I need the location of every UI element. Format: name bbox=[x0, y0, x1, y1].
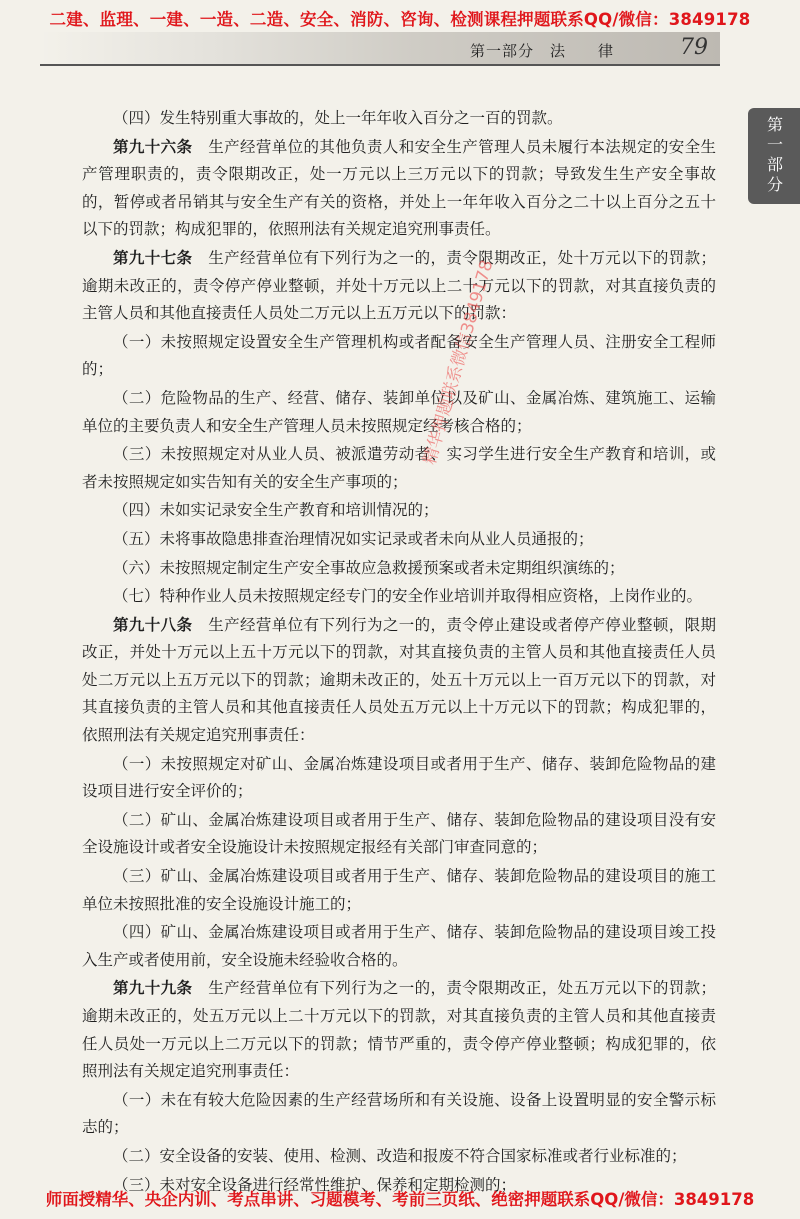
paragraph bbox=[82, 1086, 716, 1142]
paragraph-text: （四）矿山、金属冶炼建设项目或者用于生产、储存、装卸危险物品的建设项目竣工投入生产或者使用前，安全设施未经验收合格的。 bbox=[82, 923, 716, 969]
paragraph-text: 生产经营单位有下列行为之一的，责令限期改正，处十万元以下的罚款；逾期未改正的，责令停产停业整顿，并处十万元以上二十万元以下的罚款，对其直接负责的主管人员和其他直接责任人员处二万元以上五万元以下的罚款： bbox=[82, 248, 716, 323]
paragraph-text: （七）特种作业人员未按照规定经专门的安全作业培训并取得相应资格，上岗作业的。 bbox=[113, 587, 703, 606]
paragraph-text: （四）发生特别重大事故的，处上一年年收入百分之一百的罚款。 bbox=[113, 109, 563, 127]
article-number: 第九十七条 bbox=[113, 247, 193, 267]
paragraph bbox=[82, 525, 716, 554]
paragraph bbox=[82, 611, 716, 750]
paragraph-text: （一）未按照规定对矿山、金属冶炼建设项目或者用于生产、储存、装卸危险物品的建设项目进行安全评价的； bbox=[82, 754, 716, 801]
page-body bbox=[82, 104, 716, 1199]
paragraph bbox=[82, 918, 716, 974]
running-header bbox=[40, 32, 720, 66]
paragraph-text: （二）矿山、金属冶炼建设项目或者用于生产、储存、装卸危险物品的建设项目没有安全设施设计或者安全设施设计未按照规定报经有关部门审查同意的； bbox=[82, 810, 716, 857]
top-promo-banner: 二建、监理、一建、一造、二造、安全、消防、咨询、检测课程押题联系QQ/微信：3849178 bbox=[49, 10, 751, 29]
paragraph-text: 生产经营单位的其他负责人和安全生产管理人员未履行本法规定的安全生产管理职责的，责令限期改正，处一万元以上三万元以下的罚款；导致发生生产安全事故的，暂停或者吊销其与安全生产有关的资格，并处上一年年收入百分之二十以上百分之五十以下的罚款；构成犯罪的，依照刑法有关规定追究刑事责任。 bbox=[82, 137, 716, 239]
paragraph bbox=[82, 862, 716, 918]
paragraph bbox=[82, 384, 716, 440]
paragraph-text: 生产经营单位有下列行为之一的，责令停止建设或者停产停业整顿，限期改正，并处十万元以上五十万元以下的罚款，对其直接负责的主管人员和其他直接责任人员处二万元以上五万元以下的罚款；逾期未改正的，处五十万元以上一百万元以下的罚款，对其直接负责的主管人员和其他直接责任人员处五万元以上十万元以下的罚款；构成犯罪的，依照刑法有关规定追究刑事责任： bbox=[82, 615, 716, 745]
paragraph bbox=[82, 554, 716, 583]
paragraph-text: （一）未按照规定设置安全生产管理机构或者配备安全生产管理人员、注册安全工程师的； bbox=[82, 332, 716, 379]
paragraph-text: （三）未按照规定对从业人员、被派遣劳动者、实习学生进行安全生产教育和培训，或者未按照规定如实告知有关的安全生产事项的； bbox=[82, 445, 716, 491]
paragraph bbox=[82, 496, 716, 525]
diagonal-watermark: 精华押题联系微信3849178 bbox=[419, 257, 498, 467]
paragraph bbox=[82, 1142, 716, 1171]
paragraph-text: （三）未对安全设备进行经常性维护、保养和定期检测的； bbox=[113, 1175, 517, 1194]
bottom-promo-banner: 师面授精华、央企内训、考点串讲、习题模考、考前三页纸、绝密押题联系QQ/微信：3849178 bbox=[45, 1190, 755, 1209]
paragraph bbox=[82, 440, 716, 496]
header-part-title: 第一部分 法 律 bbox=[470, 42, 615, 60]
article-number: 第九十六条 bbox=[113, 136, 193, 156]
paragraph bbox=[82, 133, 716, 244]
paragraph-text: （三）矿山、金属冶炼建设项目或者用于生产、储存、装卸危险物品的建设项目的施工单位未按照批准的安全设施设计施工的； bbox=[82, 867, 716, 913]
paragraph-text: 生产经营单位有下列行为之一的，责令限期改正，处五万元以下的罚款；逾期未改正的，处五万元以上二十万元以下的罚款，对其直接负责的主管人员和其他直接责任人员处一万元以上二万元以下的罚款；情节严重的，责令停产停业整顿；构成犯罪的，依照刑法有关规定追究刑事责任： bbox=[82, 979, 716, 1081]
page-number: 79 bbox=[680, 35, 708, 60]
paragraph bbox=[82, 244, 716, 328]
paragraph bbox=[82, 582, 716, 611]
article-number: 第九十八条 bbox=[113, 614, 193, 634]
section-side-tab: 第一部分 bbox=[748, 108, 800, 204]
paragraph-text: （二）危险物品的生产、经营、储存、装卸单位以及矿山、金属冶炼、建筑施工、运输单位的主要负责人和安全生产管理人员未按照规定经考核合格的； bbox=[82, 388, 716, 435]
paragraph bbox=[82, 328, 716, 384]
paragraph-text: （六）未按照规定制定生产安全事故应急救援预案或者未定期组织演练的； bbox=[113, 558, 625, 577]
paragraph-text: （二）安全设备的安装、使用、检测、改造和报废不符合国家标准或者行业标准的； bbox=[113, 1146, 687, 1165]
paragraph-text: （一）未在有较大危险因素的生产经营场所和有关设施、设备上设置明显的安全警示标志的； bbox=[82, 1090, 716, 1137]
paragraph bbox=[82, 806, 716, 862]
paragraph-text: （五）未将事故隐患排查治理情况如实记录或者未向从业人员通报的； bbox=[113, 529, 594, 548]
paragraph bbox=[82, 750, 716, 806]
article-number: 第九十九条 bbox=[113, 978, 193, 998]
paragraph-text: （四）未如实记录安全生产教育和培训情况的； bbox=[113, 501, 439, 520]
paragraph bbox=[82, 974, 716, 1085]
paragraph bbox=[82, 104, 716, 133]
